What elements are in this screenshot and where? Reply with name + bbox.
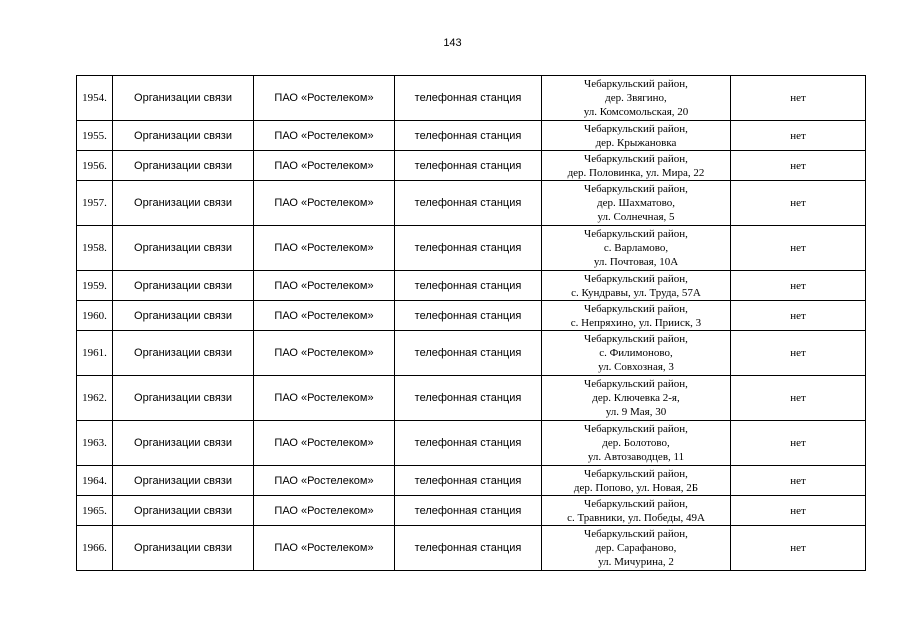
category-cell: Организации связи [113, 271, 254, 301]
category-cell: Организации связи [113, 421, 254, 466]
address-line: с. Травники, ул. Победы, 49А [567, 511, 705, 524]
organization-cell: ПАО «Ростелеком» [254, 301, 395, 331]
address-line: Чебаркульский район, [584, 272, 688, 285]
category-cell: Организации связи [113, 76, 254, 121]
organization-cell: ПАО «Ростелеком» [254, 226, 395, 271]
address-line: Чебаркульский район, [584, 122, 688, 135]
address-cell [542, 121, 731, 151]
address-cell [542, 496, 731, 526]
address-line: с. Кундравы, ул. Труда, 57А [571, 286, 701, 299]
category-cell: Организации связи [113, 301, 254, 331]
flag-cell: нет [731, 301, 866, 331]
address-cell [542, 181, 731, 226]
address-line: Чебаркульский район, [584, 497, 688, 510]
table-row [77, 121, 866, 151]
object-type-cell: телефонная станция [395, 421, 542, 466]
table-row [77, 181, 866, 226]
object-type-cell: телефонная станция [395, 76, 542, 121]
row-number: 1959. [77, 271, 113, 301]
address-line: дер. Крыжановка [595, 136, 677, 149]
table-row [77, 496, 866, 526]
address-line: Чебаркульский район, [584, 423, 688, 435]
row-number: 1956. [77, 151, 113, 181]
object-type-cell: телефонная станция [395, 226, 542, 271]
organization-cell: ПАО «Ростелеком» [254, 151, 395, 181]
flag-cell: нет [731, 121, 866, 151]
address-cell [542, 526, 731, 571]
flag-cell: нет [731, 421, 866, 466]
row-number: 1962. [77, 376, 113, 421]
object-type-cell: телефонная станция [395, 526, 542, 571]
organization-cell: ПАО «Ростелеком» [254, 181, 395, 226]
address-line: дер. Болотово, [602, 437, 670, 449]
object-type-cell: телефонная станция [395, 301, 542, 331]
address-line: Чебаркульский район, [584, 302, 688, 315]
table-row [77, 376, 866, 421]
table-row [77, 226, 866, 271]
row-number: 1958. [77, 226, 113, 271]
address-line: дер. Звягино, [605, 92, 667, 104]
row-number: 1966. [77, 526, 113, 571]
organization-cell: ПАО «Ростелеком» [254, 331, 395, 376]
object-type-cell: телефонная станция [395, 151, 542, 181]
address-line: с. Непряхино, ул. Прииск, 3 [570, 316, 702, 329]
object-type-cell: телефонная станция [395, 181, 542, 226]
address-line: с. Варламово, [603, 242, 669, 254]
address-cell [542, 331, 731, 376]
category-cell: Организации связи [113, 376, 254, 421]
organization-cell: ПАО «Ростелеком» [254, 76, 395, 121]
address-line: дер. Шахматово, [597, 197, 675, 209]
row-number: 1964. [77, 466, 113, 496]
row-number: 1957. [77, 181, 113, 226]
address-line: ул. Почтовая, 10А [593, 256, 679, 268]
object-type-cell: телефонная станция [395, 466, 542, 496]
address-line: дер. Сарафаново, [595, 542, 677, 554]
table-row [77, 76, 866, 121]
category-cell: Организации связи [113, 466, 254, 496]
flag-cell: нет [731, 76, 866, 121]
row-number: 1960. [77, 301, 113, 331]
category-cell: Организации связи [113, 226, 254, 271]
flag-cell: нет [731, 376, 866, 421]
address-cell [542, 226, 731, 271]
address-line: Чебаркульский район, [584, 528, 688, 540]
table-row [77, 466, 866, 496]
address-line: дер. Ключевка 2-я, [592, 392, 680, 404]
address-line: Чебаркульский район, [584, 378, 688, 390]
address-cell [542, 301, 731, 331]
table-row [77, 301, 866, 331]
address-line: ул. Солнечная, 5 [597, 211, 675, 223]
organization-cell: ПАО «Ростелеком» [254, 496, 395, 526]
flag-cell: нет [731, 226, 866, 271]
organization-cell: ПАО «Ростелеком» [254, 421, 395, 466]
table-row [77, 421, 866, 466]
address-line: ул. 9 Мая, 30 [605, 406, 667, 418]
address-line: Чебаркульский район, [584, 78, 688, 90]
category-cell: Организации связи [113, 526, 254, 571]
organization-cell: ПАО «Ростелеком» [254, 271, 395, 301]
address-line: с. Филимоново, [599, 347, 673, 359]
category-cell: Организации связи [113, 121, 254, 151]
address-cell [542, 76, 731, 121]
category-cell: Организации связи [113, 151, 254, 181]
address-line: ул. Комсомольская, 20 [583, 106, 689, 118]
object-type-cell: телефонная станция [395, 271, 542, 301]
category-cell: Организации связи [113, 496, 254, 526]
row-number: 1963. [77, 421, 113, 466]
row-number: 1965. [77, 496, 113, 526]
address-line: ул. Совхозная, 3 [598, 361, 674, 373]
address-line: Чебаркульский район, [584, 228, 688, 240]
organization-cell: ПАО «Ростелеком» [254, 376, 395, 421]
address-line: Чебаркульский район, [584, 467, 688, 480]
category-cell: Организации связи [113, 181, 254, 226]
address-line: Чебаркульский район, [584, 333, 688, 345]
flag-cell: нет [731, 466, 866, 496]
address-line: дер. Попово, ул. Новая, 2Б [573, 481, 699, 494]
flag-cell: нет [731, 496, 866, 526]
object-type-cell: телефонная станция [395, 496, 542, 526]
object-type-cell: телефонная станция [395, 376, 542, 421]
table-row [77, 526, 866, 571]
flag-cell: нет [731, 331, 866, 376]
address-cell [542, 376, 731, 421]
flag-cell: нет [731, 526, 866, 571]
address-line: Чебаркульский район, [584, 152, 688, 165]
category-cell: Организации связи [113, 331, 254, 376]
object-type-cell: телефонная станция [395, 121, 542, 151]
registry-table-body [77, 76, 866, 571]
table-row [77, 331, 866, 376]
flag-cell: нет [731, 151, 866, 181]
table-row [77, 271, 866, 301]
address-line: ул. Автозаводцев, 11 [587, 451, 685, 463]
organization-cell: ПАО «Ростелеком» [254, 121, 395, 151]
flag-cell: нет [731, 271, 866, 301]
object-type-cell: телефонная станция [395, 331, 542, 376]
address-line: ул. Мичурина, 2 [598, 556, 674, 568]
table-row [77, 151, 866, 181]
address-line: дер. Половинка, ул. Мира, 22 [567, 166, 705, 179]
address-cell [542, 421, 731, 466]
address-cell [542, 271, 731, 301]
row-number: 1955. [77, 121, 113, 151]
address-cell [542, 466, 731, 496]
registry-table [76, 75, 866, 571]
organization-cell: ПАО «Ростелеком» [254, 466, 395, 496]
address-line: Чебаркульский район, [584, 183, 688, 195]
row-number: 1961. [77, 331, 113, 376]
address-cell [542, 151, 731, 181]
row-number: 1954. [77, 76, 113, 121]
page-number: 143 [443, 37, 462, 49]
flag-cell: нет [731, 181, 866, 226]
organization-cell: ПАО «Ростелеком» [254, 526, 395, 571]
